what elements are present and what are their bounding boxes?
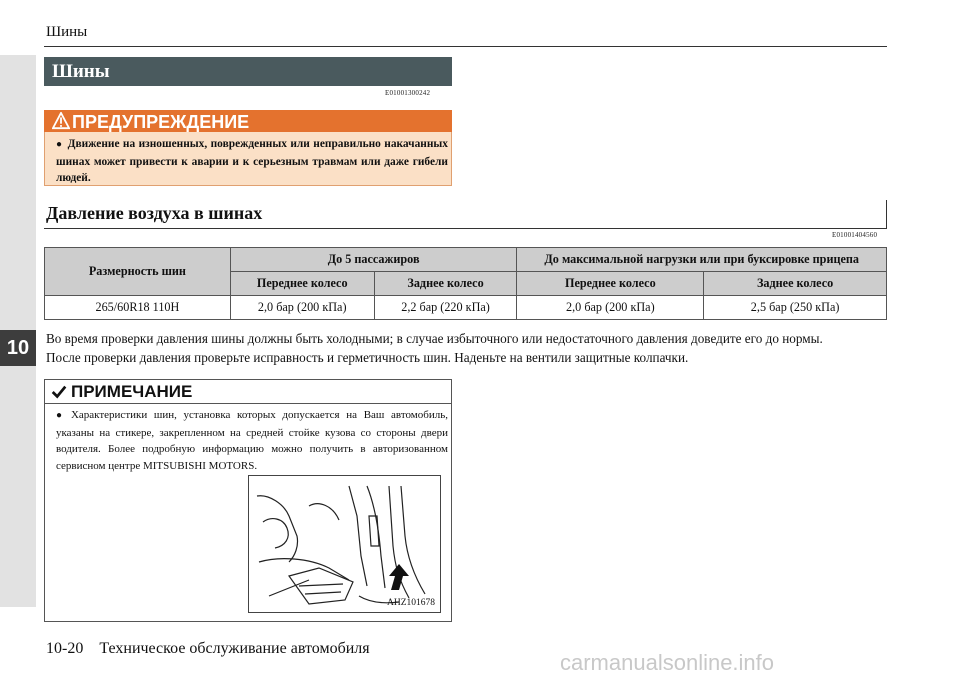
tire-pressure-table bbox=[44, 247, 887, 320]
section-title: Шины bbox=[44, 57, 452, 86]
figure-code: AHZ101678 bbox=[387, 598, 436, 608]
subsection-code: E01001404560 bbox=[832, 231, 878, 239]
header-rear-1: Заднее колесо bbox=[374, 272, 517, 296]
warning-text-content: Движение на изношенных, поврежденных или неправильно накачанных шинах может привести к аварии и к серьезным травмам или даже гибели людей. bbox=[56, 138, 448, 184]
watermark: carmanualsonline.info bbox=[560, 650, 775, 675]
cell-size: 265/60R18 110H bbox=[45, 296, 231, 320]
body-line-2: После проверки давления проверьте исправность и герметичность шин. Наденьте на вентили защитные колпачки. bbox=[46, 349, 689, 365]
header-rear-2: Заднее колесо bbox=[704, 272, 887, 296]
note-title: ПРИМЕЧАНИЕ bbox=[71, 382, 193, 401]
warning-title: ПРЕДУПРЕЖДЕНИЕ bbox=[72, 112, 250, 132]
cell-front-1: 2,0 бар (200 кПа) bbox=[230, 296, 374, 320]
warning-text bbox=[56, 136, 448, 187]
checkmark-icon bbox=[50, 383, 68, 401]
note-text-content: Характеристики шин, установка которых допускается на Ваш автомобиль, указаны на стикере, закрепленном на средней стойке кузова со стороны двери водителя. Более подробную информацию можно получить в авторизованном сервисном центре MITSUBISHI MOTORS. bbox=[56, 409, 448, 472]
door-pillar-illustration bbox=[249, 476, 440, 612]
cell-rear-1: 2,2 бар (220 кПа) bbox=[374, 296, 517, 320]
header-tire-size: Размерность шин bbox=[45, 248, 231, 296]
header-front-2: Переднее колесо bbox=[517, 272, 704, 296]
header-max-load: До максимальной нагрузки или при буксировке прицепа bbox=[517, 248, 887, 272]
running-head: Шины bbox=[46, 24, 88, 40]
chapter-tab: 10 bbox=[0, 330, 36, 366]
warning-icon bbox=[52, 112, 70, 130]
cell-front-2: 2,0 бар (200 кПа) bbox=[517, 296, 704, 320]
subsection-title: Давление воздуха в шинах bbox=[46, 203, 263, 223]
subsection-rule bbox=[44, 228, 887, 229]
header-up-to-5: До 5 пассажиров bbox=[230, 248, 517, 272]
page-number: 10-20 bbox=[46, 640, 84, 657]
chapter-title: Техническое обслуживание автомобиля bbox=[99, 640, 370, 657]
bullet-icon: ● bbox=[56, 139, 63, 150]
section-code: E01001300242 bbox=[385, 89, 431, 97]
note-rule bbox=[44, 403, 452, 404]
note-text bbox=[56, 407, 448, 474]
subsection-rule-right bbox=[886, 200, 887, 229]
header-rule bbox=[44, 46, 887, 47]
cell-rear-2: 2,5 бар (250 кПа) bbox=[704, 296, 887, 320]
footer bbox=[46, 640, 370, 658]
table-row bbox=[45, 296, 887, 320]
body-line-1: Во время проверки давления шины должны быть холодными; в случае избыточного или недостаточного давления доведите его до нормы. bbox=[46, 331, 823, 346]
sticker-location-figure bbox=[248, 475, 441, 613]
body-text bbox=[46, 330, 891, 367]
header-front-1: Переднее колесо bbox=[230, 272, 374, 296]
bullet-icon: ● bbox=[56, 410, 66, 421]
